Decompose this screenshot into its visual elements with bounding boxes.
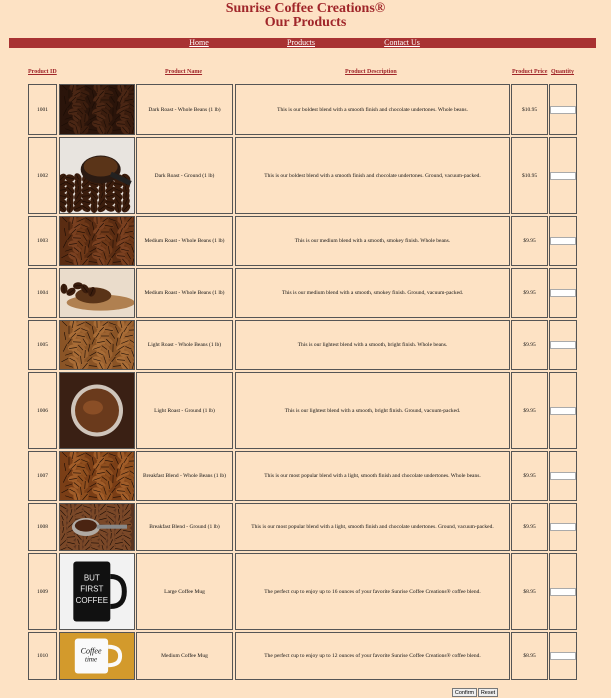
quantity-cell: [549, 372, 577, 449]
svg-text:Coffee: Coffee: [80, 646, 102, 656]
product-name-cell: Medium Roast - Whole Beans (1 lb): [136, 268, 233, 318]
product-id-cell: 1005: [28, 320, 57, 370]
product-name-cell: Breakfast Blend - Whole Beans (1 lb): [136, 451, 233, 501]
quantity-input[interactable]: [550, 289, 576, 297]
product-price-cell: $10.95: [511, 84, 548, 135]
product-image: [59, 451, 135, 501]
header-product-description: Product Description: [345, 69, 397, 75]
product-id-cell: 1010: [28, 632, 57, 680]
nav-bar: [9, 38, 596, 48]
product-price-cell: $9.95: [511, 216, 548, 266]
product-price-cell: $8.95: [511, 632, 548, 680]
svg-text:BUT: BUT: [83, 573, 100, 583]
product-name-cell: Dark Roast - Ground (1 lb): [136, 137, 233, 214]
product-id-cell: 1007: [28, 451, 57, 501]
quantity-cell: [549, 553, 577, 630]
product-id-cell: 1006: [28, 372, 57, 449]
quantity-cell: [549, 632, 577, 680]
product-name-cell: Dark Roast - Whole Beans (1 lb): [136, 84, 233, 135]
product-id-cell: 1009: [28, 553, 57, 630]
quantity-input[interactable]: [550, 472, 576, 480]
product-price-cell: $9.95: [511, 320, 548, 370]
quantity-input[interactable]: [550, 106, 576, 114]
quantity-cell: [549, 216, 577, 266]
product-description-cell: This is our most popular blend with a light, smooth finish and chocolate undertones. Whole beans.: [235, 451, 510, 501]
quantity-input[interactable]: [550, 588, 576, 596]
quantity-input[interactable]: [550, 172, 576, 180]
quantity-cell: [549, 320, 577, 370]
product-price-cell: $9.95: [511, 503, 548, 551]
product-id-cell: 1008: [28, 503, 57, 551]
product-name-cell: Medium Coffee Mug: [136, 632, 233, 680]
product-image: [59, 503, 135, 551]
quantity-cell: [549, 268, 577, 318]
product-id-cell: 1003: [28, 216, 57, 266]
quantity-cell: [549, 503, 577, 551]
quantity-input[interactable]: [550, 652, 576, 660]
nav-products-link[interactable]: Products: [287, 38, 315, 47]
product-name-cell: Medium Roast - Whole Beans (1 lb): [136, 216, 233, 266]
header-quantity: Quantity: [551, 69, 575, 75]
product-image: [59, 268, 135, 318]
product-image: [59, 372, 135, 449]
product-name-cell: Breakfast Blend - Ground (1 lb): [136, 503, 233, 551]
svg-text:FIRST: FIRST: [80, 584, 104, 594]
product-description-cell: This is our boldest blend with a smooth finish and chocolate undertones. Ground, vacuum-packed.: [235, 137, 510, 214]
quantity-cell: [549, 84, 577, 135]
nav-home-link[interactable]: Home: [189, 38, 209, 47]
product-price-cell: $9.95: [511, 268, 548, 318]
header-product-price: Product Price: [512, 69, 548, 75]
confirm-button[interactable]: Confirm: [452, 688, 477, 697]
product-price-cell: $8.95: [511, 553, 548, 630]
product-price-cell: $9.95: [511, 372, 548, 449]
quantity-input[interactable]: [550, 523, 576, 531]
product-image: [59, 632, 135, 680]
product-id-cell: 1004: [28, 268, 57, 318]
site-title: Sunrise Coffee Creations®: [225, 1, 386, 16]
product-price-cell: $10.95: [511, 137, 548, 214]
quantity-input[interactable]: [550, 237, 576, 245]
product-image: [59, 553, 135, 630]
product-description-cell: This is our medium blend with a smooth, smokey finish. Ground, vacuum-packed.: [235, 268, 510, 318]
product-description-cell: The perfect cup to enjoy up to 12 ounces of your favorite Sunrise Coffee Creations® coffee blend.: [235, 632, 510, 680]
page-header: [0, 0, 611, 30]
product-image: [59, 320, 135, 370]
product-description-cell: This is our lightest blend with a smooth, bright finish. Ground, vacuum-packed.: [235, 372, 510, 449]
svg-text:COFFEE: COFFEE: [75, 595, 109, 605]
page-title: Our Products: [264, 15, 347, 30]
header-product-id: Product ID: [28, 69, 57, 75]
product-image: [59, 137, 135, 214]
product-description-cell: This is our medium blend with a smooth, smokey finish. Whole beans.: [235, 216, 510, 266]
product-image: [59, 216, 135, 266]
quantity-cell: [549, 137, 577, 214]
product-price-cell: $9.95: [511, 451, 548, 501]
product-description-cell: The perfect cup to enjoy up to 16 ounces of your favorite Sunrise Coffee Creations® coffee blend.: [235, 553, 510, 630]
product-name-cell: Light Roast - Ground (1 lb): [136, 372, 233, 449]
svg-text:time: time: [85, 655, 98, 664]
header-product-name: Product Name: [165, 69, 203, 75]
quantity-cell: [549, 451, 577, 501]
product-description-cell: This is our lightest blend with a smooth, bright finish. Whole beans.: [235, 320, 510, 370]
reset-button[interactable]: Reset: [478, 688, 498, 697]
product-id-cell: 1001: [28, 84, 57, 135]
product-description-cell: This is our most popular blend with a light, smooth finish and chocolate undertones. Ground, vacuum-packed.: [235, 503, 510, 551]
quantity-input[interactable]: [550, 407, 576, 415]
nav-contact-link[interactable]: Contact Us: [384, 38, 420, 47]
product-name-cell: Large Coffee Mug: [136, 553, 233, 630]
product-name-cell: Light Roast - Whole Beans (1 lb): [136, 320, 233, 370]
product-id-cell: 1002: [28, 137, 57, 214]
product-image: [59, 84, 135, 135]
product-description-cell: This is our boldest blend with a smooth finish and chocolate undertones. Whole beans.: [235, 84, 510, 135]
quantity-input[interactable]: [550, 341, 576, 349]
